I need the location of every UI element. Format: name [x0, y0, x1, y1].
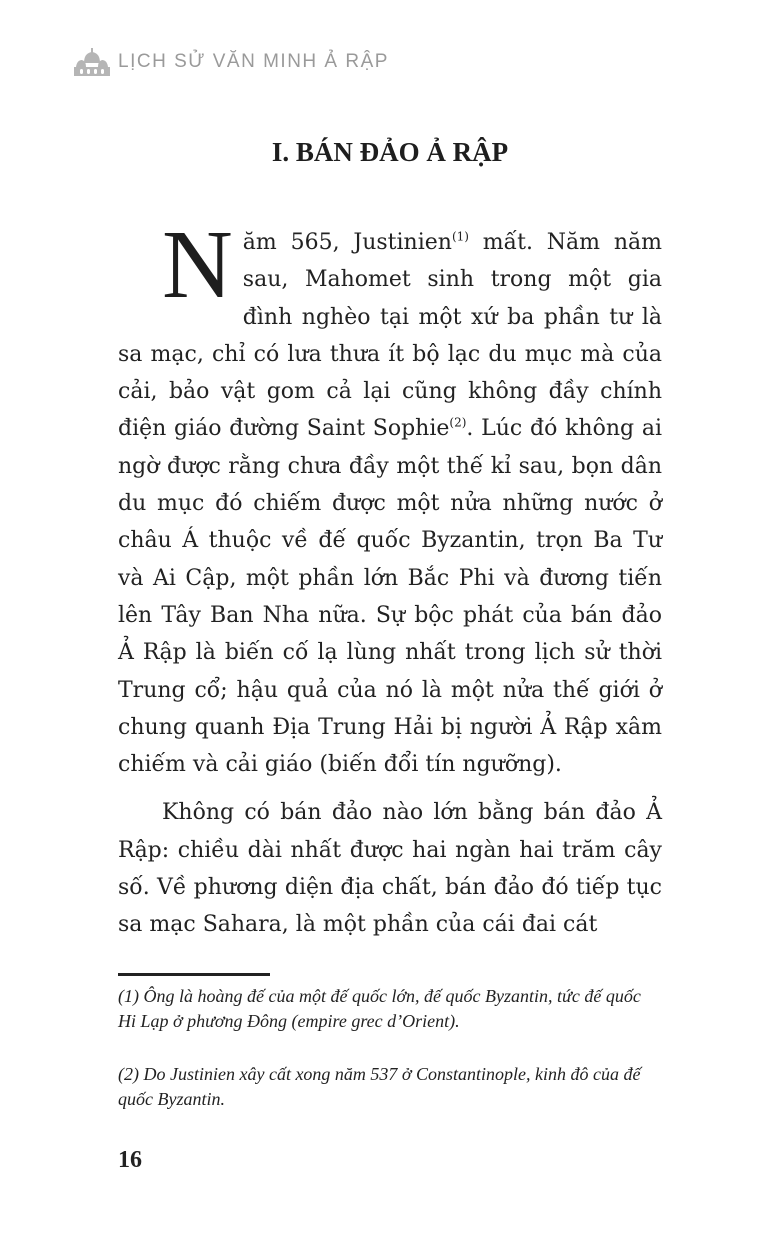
paragraph-1-text-c: . Lúc đó không ai ngờ được rằng chưa đầy một thế kỉ sau, bọn dân du mục đó chiếm được một nửa những nước ở châu Á thuộc về đế quốc Byzantin, trọn Ba Tư và Ai Cập, một phần lớn Bắc Phi và đương tiến lên Tây Ban Nha nữa. Sự bộc phát của bán đảo Ả Rập là biến cố lạ lùng nhất trong lịch sử thời Trung cổ; hậu quả của nó là một nửa thế giới ở chung quanh Địa Trung Hải bị người Ả Rập xâm chiếm và cải giáo (biến đổi tín ngưỡng).	[118, 416, 662, 778]
paragraph-2: Không có bán đảo nào lớn bằng bán đảo Ả Rập: chiều dài nhất được hai ngàn hai trăm cây số. Về phương diện địa chất, bán đảo đó tiếp tục sa mạc Sahara, là một phần của cái đai cát	[118, 800, 662, 938]
running-header	[72, 44, 389, 80]
footnote-ref-2: (2)	[449, 416, 467, 431]
mosque-icon	[72, 47, 112, 77]
footnote-1: (1) Ông là hoàng đế của một đế quốc lớn, đế quốc Byzantin, tức đế quốc Hi Lạp ở phương Đông (empire grec d’Orient).	[118, 986, 641, 1031]
body-text	[118, 211, 663, 944]
header-title: LỊCH SỬ VĂN MINH Ả RẬP	[118, 51, 389, 72]
footnote-2: (2) Do Justinien xây cất xong năm 537 ở Constantinople, kinh đô của đế quốc Byzantin.	[118, 1064, 641, 1109]
page-number: 16	[118, 1147, 142, 1173]
footnote-divider	[118, 973, 270, 976]
drop-cap: N	[162, 211, 233, 319]
paragraph-1-text-a: ăm 565, Justinien	[242, 230, 452, 255]
chapter-title: I. BÁN ĐẢO Ả RẬP	[271, 137, 509, 167]
paragraph-1	[118, 211, 663, 783]
footnote-ref-1: (1)	[451, 229, 469, 244]
paragraph-1-text-b: mất. Năm năm sau, Mahomet sinh trong một gia đình nghèo tại một xứ ba phần tư là sa mạc, chỉ có lưa thưa ít bộ lạc du mục mà của cải, bảo vật gom cả lại cũng không đầy chính điện giáo đường Saint Sophie	[118, 230, 663, 442]
